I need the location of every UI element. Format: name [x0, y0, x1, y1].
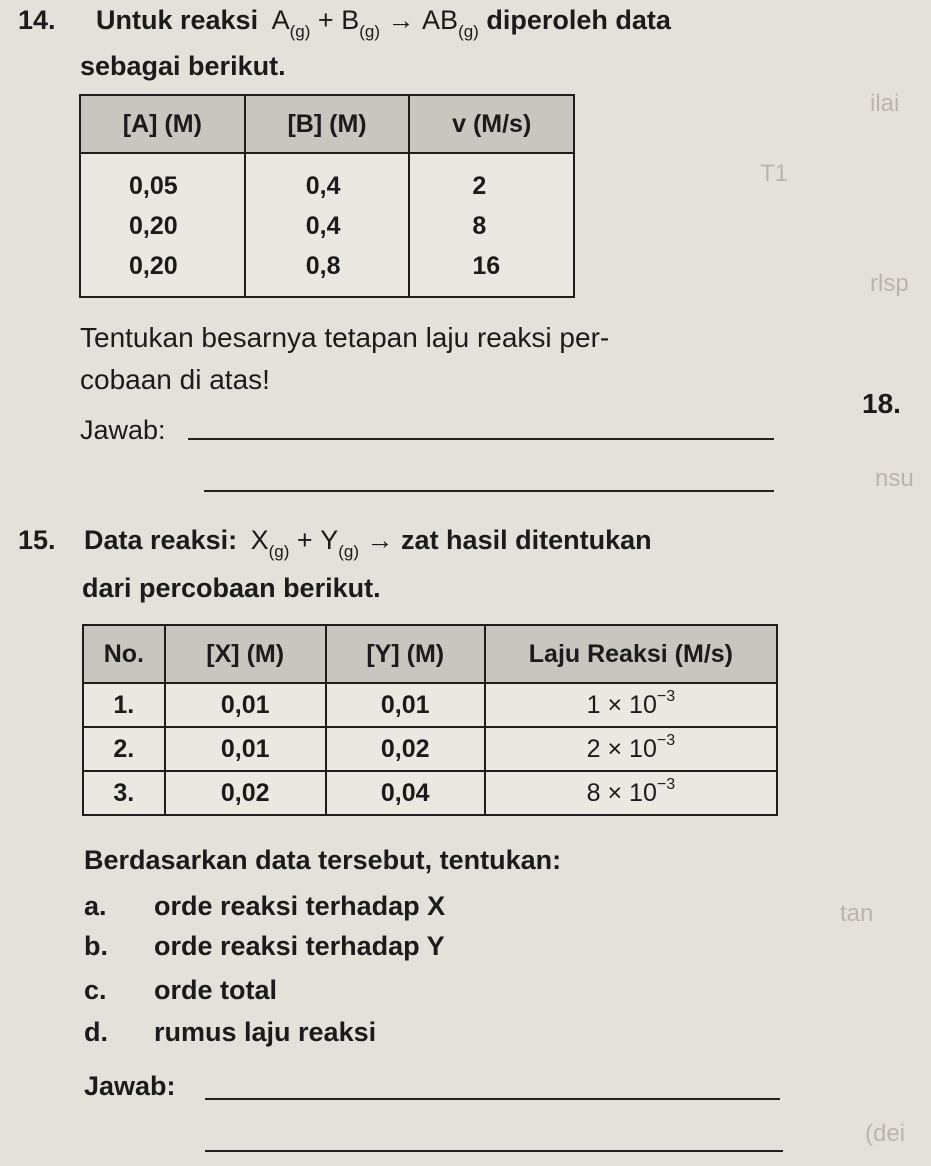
item-text: orde reaksi terhadap Y	[154, 931, 445, 961]
q15-prompt: Berdasarkan data tersebut, tentukan:	[84, 845, 562, 875]
q14-question-line2: cobaan di atas!	[80, 364, 270, 395]
reaction-arrow-icon: →	[387, 5, 415, 35]
q15-item-b	[84, 930, 445, 962]
q15-intro-line1: Data reaksi: $X_{(g)} + Y_{(g)}$ → zat hasil ditentukan	[84, 525, 652, 561]
q14-intro-line1: Untuk reaksi $A_{(g)} + B_{(g)} \to AB_{(g)}$ diperoleh data	[96, 5, 671, 41]
row-number: 3.	[83, 771, 165, 815]
column-header: [X] (M)	[165, 625, 326, 683]
table-cell: 0,4	[305, 172, 341, 200]
q15-answer-line-2[interactable]	[205, 1150, 783, 1152]
item-text: orde reaksi terhadap X	[154, 891, 446, 921]
a-concentration-column	[80, 153, 245, 297]
q15-item-c	[84, 974, 278, 1006]
table-cell: 0,8	[305, 252, 341, 280]
column-header: [A] (M)	[80, 95, 245, 153]
table-row	[83, 727, 777, 771]
q14-answer-line-2[interactable]	[204, 490, 774, 492]
item-text: rumus laju reaksi	[154, 1017, 377, 1047]
column-header: [B] (M)	[245, 95, 410, 153]
q15-data-table	[82, 624, 778, 816]
b-concentration-column	[245, 153, 410, 297]
reaction-rate: $1 \times 10^{-3}$	[485, 683, 777, 727]
q15-item-d	[84, 1016, 377, 1048]
item-text: orde total	[154, 975, 278, 1005]
table-cell: 0,20	[129, 252, 178, 280]
table-row	[83, 771, 777, 815]
q15-answer-label: Jawab:	[84, 1071, 176, 1101]
q14-data-table	[79, 94, 575, 298]
q15-number: 15.	[18, 525, 56, 555]
q15-intro-line2: dari percobaan berikut.	[82, 573, 381, 603]
q14-reaction-equation: $A_{(g)} + B_{(g)} \to AB_{(g)}$	[271, 5, 479, 41]
item-letter: a.	[84, 891, 107, 921]
column-header: v (M/s)	[409, 95, 574, 153]
y-concentration: 0,04	[326, 771, 485, 815]
x-concentration: 0,01	[165, 727, 326, 771]
item-letter: d.	[84, 1017, 108, 1047]
q14-number: 14.	[18, 5, 56, 35]
reaction-arrow-icon: →	[366, 525, 394, 555]
table-cell: 16	[472, 252, 501, 280]
table-cell: 0,05	[129, 172, 178, 200]
table-cell: 8	[472, 212, 487, 240]
row-number: 1.	[83, 683, 165, 727]
table-header-row	[80, 95, 574, 153]
q18-number: 18.	[862, 388, 901, 419]
reaction-rate: $8 \times 10^{-3}$	[485, 771, 777, 815]
x-concentration: 0,02	[165, 771, 326, 815]
column-header: No.	[83, 625, 165, 683]
q14-answer-line-1[interactable]	[188, 438, 774, 440]
q15-item-a	[84, 890, 446, 922]
x-concentration: 0,01	[165, 683, 326, 727]
column-header: [Y] (M)	[326, 625, 485, 683]
q14-question-line1: Tentukan besarnya tetapan laju reaksi per-	[80, 322, 610, 353]
table-row	[83, 683, 777, 727]
table-cell: 0,4	[305, 212, 341, 240]
item-letter: b.	[84, 931, 108, 961]
table-cell: 2	[472, 172, 487, 200]
item-letter: c.	[84, 975, 107, 1005]
q15-answer-line-1[interactable]	[205, 1098, 780, 1100]
y-concentration: 0,01	[326, 683, 485, 727]
q14-answer-label: Jawab:	[80, 415, 166, 445]
column-header: Laju Reaksi (M/s)	[485, 625, 777, 683]
q15-reaction-equation: $X_{(g)} + Y_{(g)}$ → zat hasil ditentukan	[250, 525, 652, 561]
y-concentration: 0,02	[326, 727, 485, 771]
rate-column	[409, 153, 574, 297]
table-cell: 0,20	[129, 212, 178, 240]
q14-intro-line2: sebagai berikut.	[80, 51, 286, 81]
table-header-row	[83, 625, 777, 683]
row-number: 2.	[83, 727, 165, 771]
table-row	[80, 153, 574, 297]
reaction-rate: $2 \times 10^{-3}$	[485, 727, 777, 771]
